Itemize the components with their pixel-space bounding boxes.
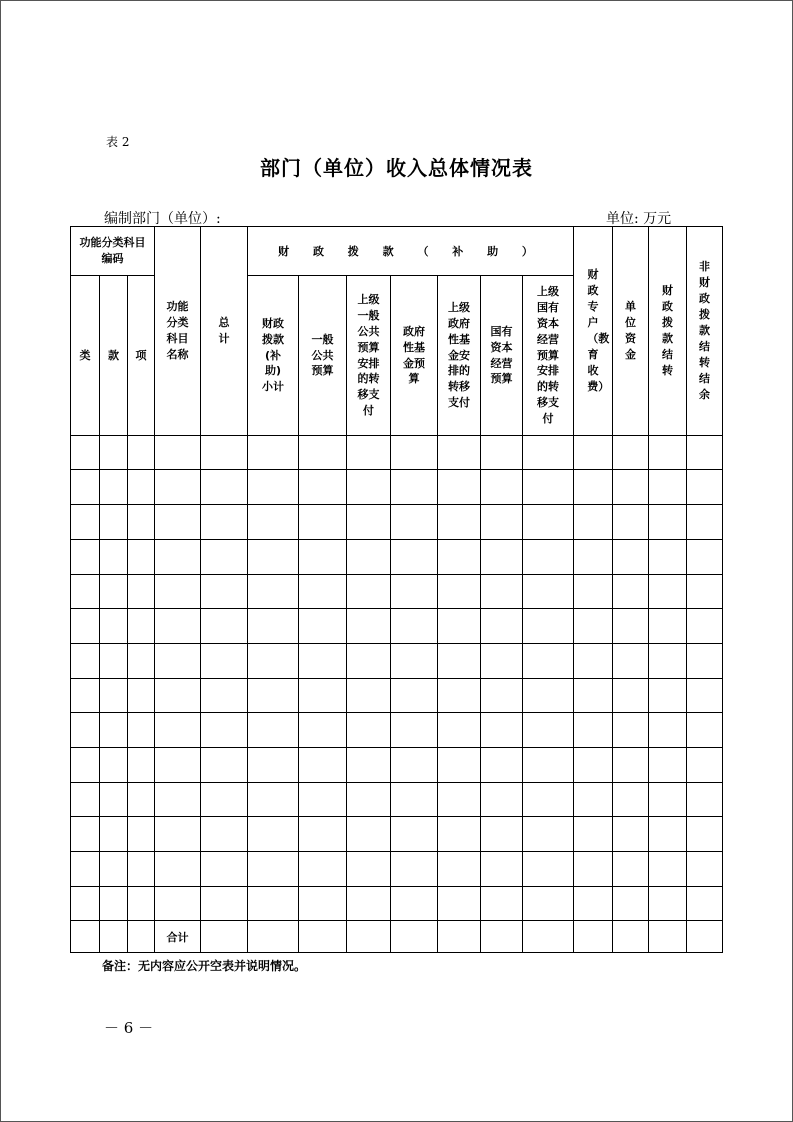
header-func-name: 功能分类科目名称: [155, 227, 201, 436]
header-kuan: 款: [100, 276, 128, 436]
table-row: [71, 470, 723, 505]
income-table: [70, 226, 723, 953]
table-row: [71, 540, 723, 575]
page-title: 部门（单位）收入总体情况表: [260, 156, 533, 180]
header-xiang: 项: [128, 276, 155, 436]
header-nonfiscal-carryover: 非财政拨款结转结余: [687, 227, 723, 436]
header-gov-fund-budget: 政府性基金预算: [391, 276, 438, 436]
table-row: [71, 748, 723, 783]
header-state-capital-budget: 国有资本经营预算: [481, 276, 523, 436]
table-row: [71, 679, 723, 713]
table-row: [71, 817, 723, 852]
header-upper-state-capital-transfer: 上级国有资本经营预算安排的转移支付: [523, 276, 574, 436]
org-label: 编制部门（单位）:: [104, 211, 221, 227]
table-row: [71, 575, 723, 609]
total-row: [71, 921, 723, 953]
header-unit-funds: 单位资金: [613, 227, 649, 436]
header-upper-gov-fund-transfer: 上级政府性基金安排的转移支付: [438, 276, 481, 436]
header-fiscal-subtotal: 财政拨款(补助)小计: [248, 276, 299, 436]
header-total: 总计: [201, 227, 248, 436]
table-row: [71, 436, 723, 470]
table-row: [71, 783, 723, 817]
header-fiscal-carryover: 财政拨款结转: [649, 227, 687, 436]
table-row: [71, 505, 723, 540]
table-row: [71, 887, 723, 921]
header-func-code: 功能分类科目编码: [71, 227, 155, 276]
table-row: [71, 644, 723, 679]
footnote: 备注：无内容应公开空表并说明情况。: [102, 959, 307, 973]
header-fiscal-group: 财 政 拨 款 （ 补 助 ）: [248, 227, 574, 276]
table-row: [71, 713, 723, 748]
table-row: [71, 609, 723, 644]
table-row: [71, 852, 723, 887]
header-general-budget: 一般公共预算: [299, 276, 347, 436]
header-upper-general-transfer: 上级一般公共预算安排的转移支付: [347, 276, 391, 436]
unit-label: 单位: 万元: [606, 211, 672, 227]
header-fiscal-special: 财政专户（教育收费）: [574, 227, 613, 436]
total-row-label: 合计: [155, 921, 201, 953]
header-lei: 类: [71, 276, 100, 436]
table-number-label: 表 2: [106, 135, 130, 149]
page-number: － 6 －: [104, 1019, 154, 1037]
